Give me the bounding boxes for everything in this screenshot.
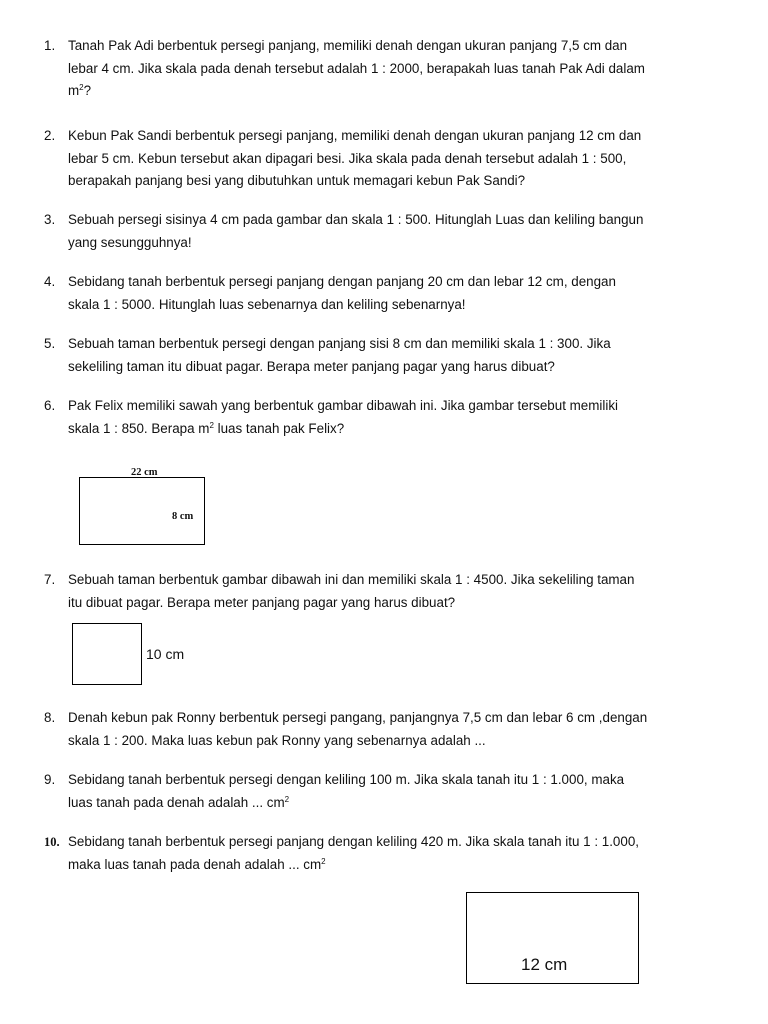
question-text-line: Kebun Pak Sandi berbentuk persegi panjang, memiliki denah dengan ukuran panjang 12 cm dan	[68, 128, 642, 143]
question-text-line: Tanah Pak Adi berbentuk persegi panjang, memiliki denah dengan ukuran panjang 7,5 cm dan	[68, 38, 628, 53]
question-text-line: Sebidang tanah berbentuk persegi panjang dengan keliling 420 m. Jika skala tanah itu 1 : 1.000,	[68, 834, 639, 849]
question-number: 8.	[44, 710, 56, 725]
question-text-line: maka luas tanah pada denah adalah ... $cm^2$	[68, 856, 326, 872]
question-text-line: Denah kebun pak Ronny berbentuk persegi pangang, panjangnya 7,5 cm dan lebar 6 cm ,dengan	[68, 710, 648, 725]
question-text-line: Sebidang tanah berbentuk persegi panjang dengan panjang 20 cm dan lebar 12 cm, dengan	[68, 274, 616, 289]
question-text-line: sekeliling taman itu dibuat pagar. Berapa meter panjang pagar yang harus dibuat?	[68, 358, 555, 374]
question-text-line: berapakah panjang besi yang dibutuhkan untuk memagari kebun Pak Sandi?	[68, 173, 526, 188]
question-number: 2.	[44, 128, 56, 143]
question-number: 5.	[44, 336, 56, 351]
question-text-line: Pak Felix memiliki sawah yang berbentuk gambar dibawah ini. Jika gambar tersebut memiliki	[68, 398, 618, 413]
question-text-line: yang sesungguhnya!	[68, 234, 192, 250]
question-text-line: skala 1 : 5000. Hitunglah luas sebenarnya dan keliling sebenarnya!	[68, 296, 466, 312]
question-text-line: Sebuah persegi sisinya 4 cm pada gambar dan skala 1 : 500. Hitunglah Luas dan keliling bangun	[68, 212, 644, 227]
question-text-line: itu dibuat pagar. Berapa meter panjang pagar yang harus dibuat?	[68, 594, 456, 610]
figure-6-width-label: 22 cm	[131, 467, 158, 478]
figure-7-square	[72, 623, 142, 685]
question-text-line: $m^2$?	[68, 83, 92, 98]
figure-7-side-label: 10 cm	[146, 646, 185, 662]
question-text-line: Sebuah taman berbentuk gambar dibawah ini dan memiliki skala 1 : 4500. Jika sekeliling taman	[68, 572, 635, 587]
question-number: 3.	[44, 212, 56, 227]
figure-10-side-label: 12 cm	[521, 955, 568, 974]
question-text-line: skala 1 : 200. Maka luas kebun pak Ronny yang sebenarnya adalah ...	[68, 732, 486, 748]
question-number: 4.	[44, 274, 56, 289]
question-number: 6.	[44, 398, 56, 413]
question-text-line: Sebidang tanah berbentuk persegi dengan keliling 100 m. Jika skala tanah itu 1 : 1.000, maka	[68, 772, 625, 787]
question-text-line: lebar 4 cm. Jika skala pada denah tersebut adalah 1 : 2000, berapakah luas tanah Pak Adi dalam	[68, 60, 645, 76]
question-number: 9.	[44, 772, 56, 787]
figure-6-height-label: 8 cm	[172, 511, 194, 522]
question-number: 7.	[44, 572, 56, 587]
question-text-line: lebar 5 cm. Kebun tersebut akan dipagari besi. Jika skala pada denah tersebut adalah 1 : 500,	[68, 150, 627, 166]
question-number: 10.	[44, 835, 60, 849]
question-text-line: skala 1 : 850. Berapa $m^2$ luas tanah pak Felix?	[68, 420, 345, 436]
question-number: 1.	[44, 38, 56, 53]
question-text-line: luas tanah pada denah adalah ... $cm^2$	[68, 794, 290, 810]
question-text-line: Sebuah taman berbentuk persegi dengan panjang sisi 8 cm dan memiliki skala 1 : 300. Jika	[68, 336, 611, 351]
